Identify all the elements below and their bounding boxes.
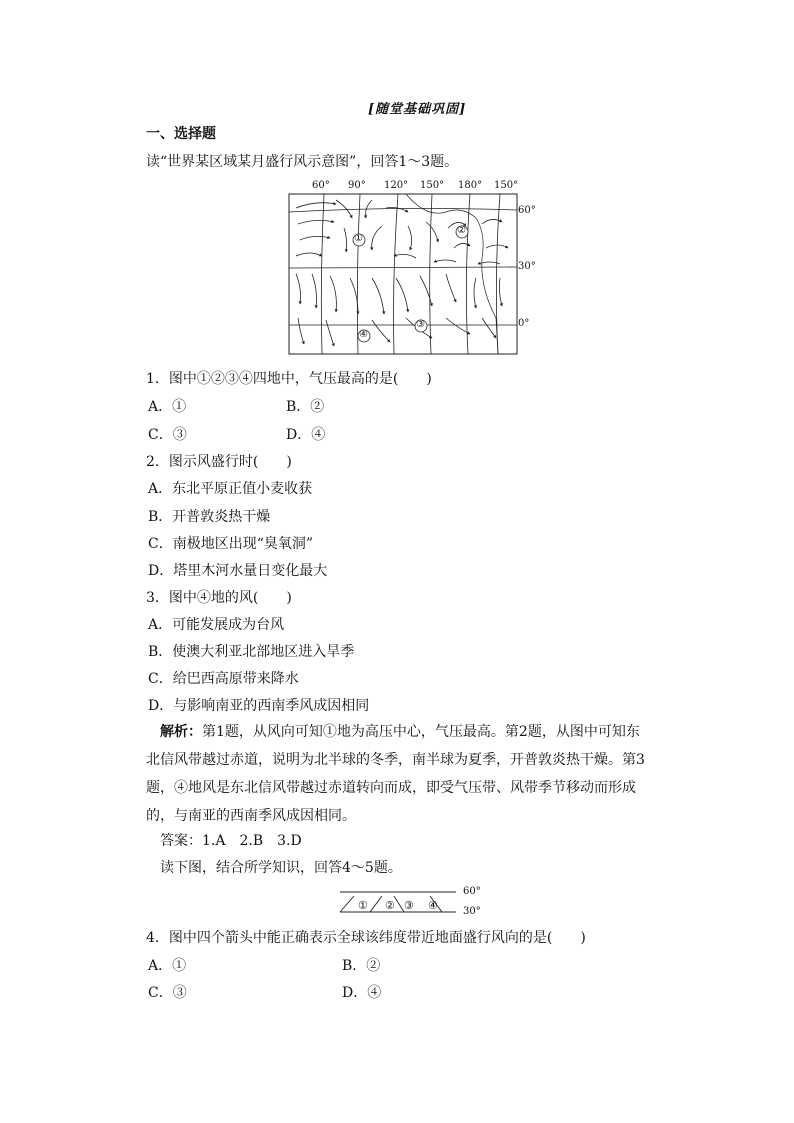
q3-option-a: A．可能发展成为台风 — [148, 617, 285, 633]
q3-option-c: C．给巴西高原带来降水 — [148, 671, 299, 687]
q1-option-a: A．① — [148, 399, 187, 415]
lon-line — [466, 194, 470, 354]
question-1-stem: 1．图中①②③④四地中，气压最高的是( ) — [146, 371, 432, 387]
lon-line — [321, 194, 324, 354]
question-3-stem: 3．图中④地的风( ) — [146, 590, 292, 606]
lon-label: 60° — [312, 180, 330, 191]
q4-option-b: B．② — [342, 958, 381, 974]
lat-line-30 — [289, 267, 517, 268]
lon-label: 180° — [458, 180, 483, 191]
q4-option-d: D．④ — [342, 985, 382, 1001]
diagram-marker-2: ② — [385, 899, 395, 912]
lat-label: 60° — [518, 205, 536, 216]
question-2-stem: 2．图示风盛行时( ) — [146, 454, 292, 470]
q3-option-d: D．与影响南亚的西南季风成因相同 — [148, 698, 370, 714]
q2-option-c: C．南极地区出现“臭氧洞” — [148, 536, 314, 552]
lon-line — [394, 194, 399, 354]
intro-text-2: 读下图，结合所学知识，回答4～5题。 — [160, 860, 402, 876]
q2-option-d: D．塔里木河水量日变化最大 — [148, 563, 328, 579]
arrow-3 — [394, 896, 404, 912]
lon-label: 120° — [384, 180, 409, 191]
latitude-band-diagram — [336, 884, 460, 920]
q3-option-b: B．使澳大利亚北部地区进入旱季 — [148, 644, 355, 660]
diagram-marker-1: ① — [358, 899, 368, 912]
answer-line: 答案：1.A 2.B 3.D — [160, 833, 302, 849]
arrow-1 — [340, 896, 354, 912]
intro-text-1: 读“世界某区域某月盛行风示意图”，回答1～3题。 — [146, 154, 459, 170]
arrow-2 — [370, 896, 382, 912]
question-4-stem: 4．图中四个箭头中能正确表示全球该纬度带近地面盛行风向的是( ) — [146, 930, 586, 946]
wind-map-figure — [286, 178, 540, 358]
marker-3-label: ③ — [416, 319, 425, 330]
analysis-label: 解析： — [160, 724, 202, 740]
diagram-lat-label-60: 60° — [463, 886, 481, 897]
q1-option-c: C．③ — [148, 427, 187, 443]
marker-1-label: ① — [354, 233, 363, 244]
q4-option-c: C．③ — [148, 985, 187, 1001]
section-title: [随堂基础巩固] — [368, 102, 467, 117]
diagram-marker-3: ③ — [404, 899, 414, 912]
diagram-marker-4: ④ — [428, 899, 438, 912]
lat-label: 30° — [518, 261, 536, 272]
lat-label: 0° — [518, 318, 530, 329]
q2-option-b: B．开普敦炎热干燥 — [148, 509, 271, 525]
analysis-text: 第1题，从风向可知①地为高压中心，气压最高。第2题，从图中可知东北信风带越过赤道，说明为北半球的冬季，南半球为夏季，开普敦炎热干燥。第3题，④地风是东北信风带越过赤道转向而成，即受气压带、风带季节移动而形成的，与南亚的西南季风成因相同。 — [146, 724, 645, 824]
lon-label: 150° — [494, 180, 519, 191]
lon-line — [430, 194, 432, 354]
q4-option-a: A．① — [148, 958, 187, 974]
section-heading: 一、选择题 — [146, 126, 216, 142]
marker-2-label: ② — [457, 225, 466, 236]
lon-label: 90° — [348, 180, 366, 191]
analysis-paragraph — [146, 718, 650, 830]
marker-4-label: ④ — [359, 329, 368, 340]
wind-arrows — [296, 200, 508, 346]
lon-label: 150° — [420, 180, 445, 191]
diagram-lat-label-30: 30° — [463, 906, 481, 917]
q1-option-b: B．② — [286, 399, 325, 415]
q1-option-d: D．④ — [286, 427, 326, 443]
q2-option-a: A．东北平原正值小麦收获 — [148, 481, 313, 497]
